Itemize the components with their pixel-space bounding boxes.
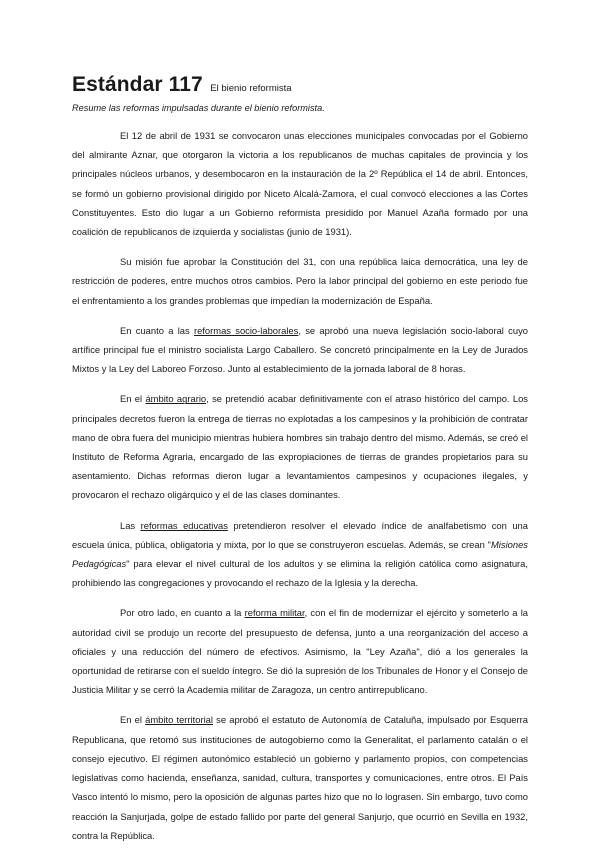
document-page (72, 74, 528, 856)
paragraph-military-reform (72, 603, 528, 699)
underlined-topic: ámbito agrario (145, 393, 207, 405)
paragraph-text: Su misión fue aprobar la Constitución del 31, con una república laica democrática, una ley de restricción de poderes, entre muchos otros cambios. Pero la labor principal del gobierno en este periodo fue el enfrentamiento a los grandes problemas que impedían la modernización de España. (72, 256, 528, 306)
underlined-topic: reformas socio-laborales (193, 324, 299, 336)
paragraph-text: En cuanto a las (120, 324, 194, 336)
underlined-topic: reformas educativas (140, 519, 228, 531)
paragraph-text: , se aprobó una nueva legislación socio-laboral cuyo artífice principal fue el ministro socialista Largo Caballero. Se concretó principalmente en la Ley de Jurados Mixtos y la Ley del Laboreo Forzoso. Junto al establecimiento de la jornada laboral de 8 horas. (72, 324, 528, 375)
document-prompt: Resume las reformas impulsadas durante el bienio reformista. (72, 103, 325, 113)
document-topic: El bienio reformista (210, 83, 292, 94)
paragraph-text: pretendieron resolver el elevado índice de analfabetismo con una escuela única, pública, obligatoria y mixta, por lo que se construyeron escuelas. Además, se crean " (72, 519, 528, 550)
document-title: Estándar 117 (72, 73, 203, 96)
paragraph-text: , con el fin de modernizar el ejército y someterlo a la autoridad civil se produjo un recorte del presupuesto de defensa, junto a una reorganización del acceso a oficiales y una reducción del número de efectivos. Asimismo, la "Ley Azaña", dió a los generales la oportunidad de retirarse con el sueldo íntegro. Se dió la supresión de los Tribunales de Honor y el Consejo de Justicia Militar y se cerró la Academia militar de Zaragoza, un centro antirrepublicano. (72, 607, 529, 696)
paragraph-text: " para elevar el nivel cultural de los adultos y se elimina la religión católica como asignatura, prohibiendo las congregaciones y provocando el rechazo de la Iglesia y la derecha. (72, 558, 528, 589)
paragraph-text: Por otro lado, en cuanto a la (120, 607, 245, 619)
paragraph-mission (72, 252, 528, 310)
paragraph-elections (72, 126, 528, 241)
paragraph-text: Las (120, 519, 141, 531)
title-line (72, 74, 528, 100)
italic-term: Misiones Pedagógicas (72, 538, 528, 570)
document-body (72, 126, 528, 845)
underlined-topic: ámbito territorial (145, 714, 213, 726)
paragraph-socio-labor-reforms (72, 321, 528, 379)
paragraph-territorial-reform (72, 710, 528, 844)
underlined-topic: reforma militar (244, 607, 305, 619)
paragraph-text: El 12 de abril de 1931 se convocaron unas elecciones municipales convocadas por el Gobierno del almirante Aznar, que otorgaron la victoria a los republicanos de muchas capitales de provincia y los principales núcleos urbanos, y desembocaron en la instauración de la 2º República el 14 de abril. Entonces, se formó un gobierno provisional dirigido por Niceto Alcalá-Zamora, el cual convocó elecciones a las Cortes Constituyentes. Esto dio lugar a un Gobierno reformista presidido por Manuel Azaña formado por una coalición de republicanos de izquierda y socialistas (junio de 1931). (72, 130, 528, 238)
paragraph-education-reforms (72, 516, 528, 593)
paragraph-agrarian-reform (72, 389, 528, 504)
paragraph-text: , se pretendió acabar definitivamente con el atraso histórico del campo. Los principales decretos fueron la entrega de tierras no explotadas a los campesinos y la prohibición de contratar mano de obra fuera del municipio mientras hubiera hombres sin trabajo dentro del mismo. Además, se creó el Instituto de Reforma Agraria, encargado de las expropiaciones de tierras de grandes propietarios para su asentamiento. Dichas reformas dieron lugar a levantamientos campesinos y ocupaciones ilegales, y provocaron el rechazo oligárquico y el de las clases dominantes. (72, 393, 528, 501)
paragraph-text: En el (120, 393, 146, 405)
paragraph-text: En el (120, 714, 146, 726)
paragraph-text: se aprobó el estatuto de Autonomía de Cataluña, impulsado por Esquerra Republicana, que retomó sus instituciones de autogobierno como la Generalitat, el parlamento catalán o el consejo ejecutivo. El régimen autonómico estableció un gobierno y parlamento propios, con competencias legislativas como hacienda, enseñanza, sanidad, cultura, transportes y comunicaciones, entre otros. El País Vasco intentó lo mismo, pero la oposición de algunas partes hizo que no lo lograsen. Sin embargo, tuvo como reacción la Sanjurjada, golpe de estado fallido por parte del general Sanjurjo, que ocurrió en Sevilla en 1932, contra la República. (72, 714, 528, 841)
